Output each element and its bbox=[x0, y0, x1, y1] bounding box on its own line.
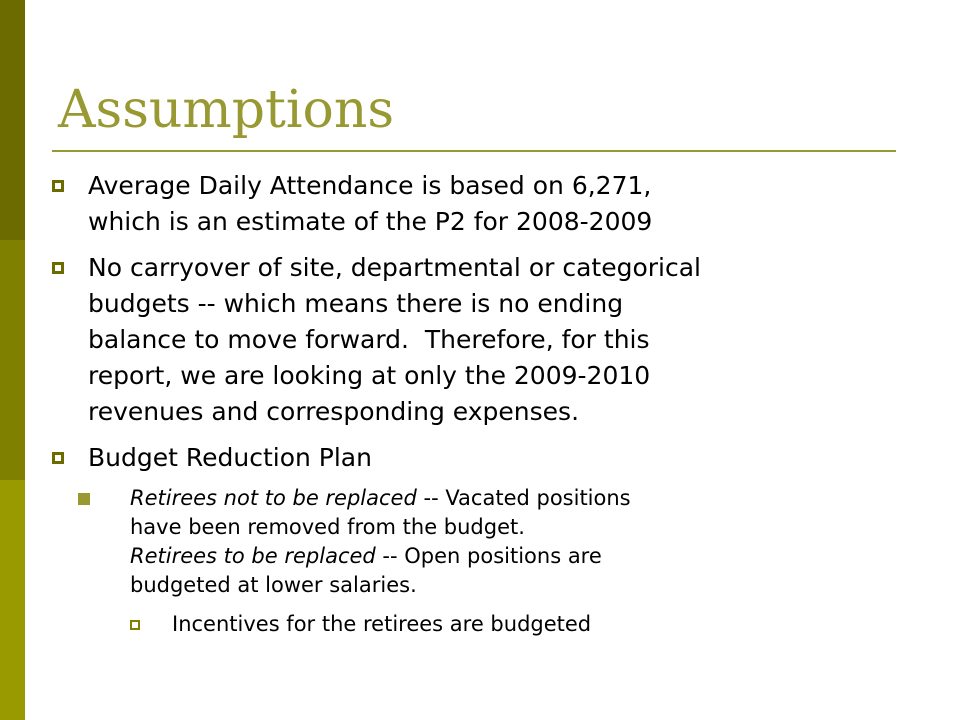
title-underline bbox=[52, 150, 896, 152]
hollow-square-bullet-icon bbox=[52, 452, 64, 464]
sub-sub-bullet-line: Incentives for the retirees are budgeted bbox=[172, 612, 592, 636]
small-hollow-square-bullet-icon bbox=[130, 620, 140, 630]
sub-bullet-line bbox=[130, 542, 892, 571]
slide-title: Assumptions bbox=[58, 80, 395, 140]
sub-sub-bullet-incentives bbox=[130, 610, 892, 639]
bullet-line: No carryover of site, departmental or categorical bbox=[88, 253, 701, 282]
bullet-line: Average Daily Attendance is based on 6,271, bbox=[88, 171, 652, 200]
bullet-item-budget-reduction bbox=[52, 440, 892, 476]
hollow-square-bullet-icon bbox=[52, 180, 64, 192]
filled-square-bullet-icon bbox=[78, 493, 90, 505]
bullet-line: budgets -- which means there is no ending bbox=[88, 289, 624, 318]
bullet-line: report, we are looking at only the 2009-2010 bbox=[88, 361, 651, 390]
bullet-item-attendance bbox=[52, 168, 892, 240]
bullet-line: Budget Reduction Plan bbox=[88, 443, 372, 472]
bullet-item-carryover bbox=[52, 250, 892, 430]
bullet-line: which is an estimate of the P2 for 2008-2009 bbox=[88, 207, 653, 236]
side-bar-light bbox=[0, 480, 25, 720]
sub-bullet-text: -- Vacated positions bbox=[416, 486, 631, 510]
sub-bullet-line: budgeted at lower salaries. bbox=[130, 573, 417, 597]
side-bar-dark bbox=[0, 0, 25, 240]
hollow-square-bullet-icon bbox=[52, 262, 64, 274]
bullet-line: balance to move forward. Therefore, for this bbox=[88, 325, 650, 354]
retirees-not-replaced-label: Retirees not to be replaced bbox=[130, 486, 417, 510]
sub-bullet-retirees bbox=[78, 484, 892, 600]
bullet-line: revenues and corresponding expenses. bbox=[88, 397, 580, 426]
sub-bullet-line: have been removed from the budget. bbox=[130, 515, 525, 539]
side-bar-mid bbox=[0, 240, 25, 480]
bullet-list bbox=[52, 168, 892, 639]
sub-bullet-line bbox=[130, 484, 892, 513]
sub-bullet-text: -- Open positions are bbox=[375, 544, 602, 568]
retirees-replaced-label: Retirees to be replaced bbox=[130, 544, 376, 568]
